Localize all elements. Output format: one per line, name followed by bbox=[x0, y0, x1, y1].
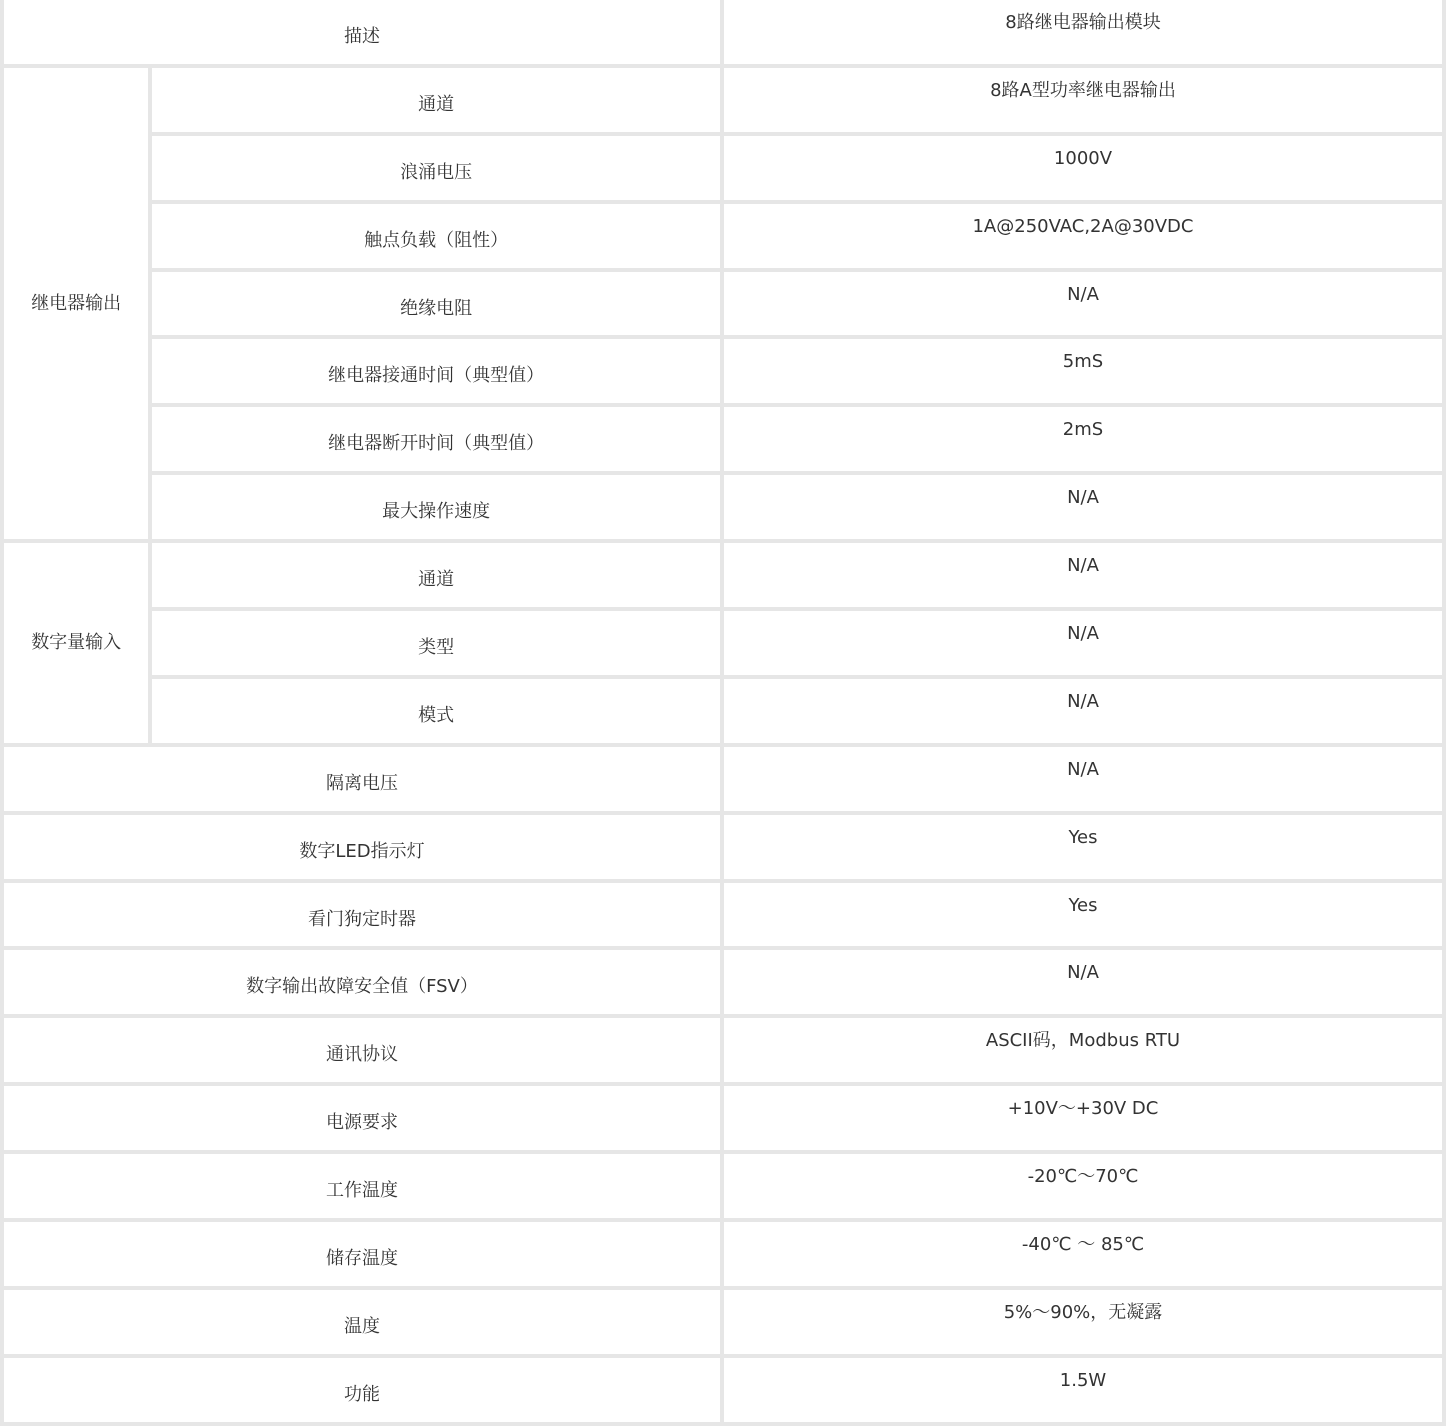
row-label: 看门狗定时器 bbox=[4, 883, 720, 947]
table-row bbox=[4, 883, 1442, 947]
row-value: N/A bbox=[724, 543, 1442, 607]
table-row bbox=[4, 136, 1442, 200]
row-label: 数字LED指示灯 bbox=[4, 815, 720, 879]
row-value: 8路A型功率继电器输出 bbox=[724, 68, 1442, 132]
row-value: N/A bbox=[724, 611, 1442, 675]
row-label: 类型 bbox=[152, 611, 720, 675]
row-value: 1000V bbox=[724, 136, 1442, 200]
row-label: 通道 bbox=[152, 543, 720, 607]
row-label: 继电器接通时间（典型值） bbox=[152, 339, 720, 403]
table-row bbox=[4, 1358, 1442, 1422]
row-label: 功能 bbox=[4, 1358, 720, 1422]
row-label: 绝缘电阻 bbox=[152, 272, 720, 336]
row-value: -40℃ ～ 85℃ bbox=[724, 1222, 1442, 1286]
row-value: 5mS bbox=[724, 339, 1442, 403]
table-row bbox=[4, 747, 1442, 811]
table-row bbox=[4, 950, 1442, 1014]
table-row bbox=[4, 68, 1442, 132]
row-label: 数字输出故障安全值（FSV） bbox=[4, 950, 720, 1014]
row-value: 8路继电器输出模块 bbox=[724, 0, 1442, 64]
row-value: 1.5W bbox=[724, 1358, 1442, 1422]
row-value: +10V～+30V DC bbox=[724, 1086, 1442, 1150]
row-value: 5%～90%，无凝露 bbox=[724, 1290, 1442, 1354]
row-label: 浪涌电压 bbox=[152, 136, 720, 200]
row-value: 2mS bbox=[724, 407, 1442, 471]
row-value: 1A@250VAC,2A@30VDC bbox=[724, 204, 1442, 268]
table-row bbox=[4, 1222, 1442, 1286]
row-value: N/A bbox=[724, 272, 1442, 336]
group-label-digital-input: 数字量输入 bbox=[4, 543, 148, 743]
table-row bbox=[4, 679, 1442, 743]
row-label: 温度 bbox=[4, 1290, 720, 1354]
row-value: N/A bbox=[724, 475, 1442, 539]
table-row bbox=[4, 475, 1442, 539]
row-label: 描述 bbox=[4, 0, 720, 64]
row-label: 继电器断开时间（典型值） bbox=[152, 407, 720, 471]
table-row bbox=[4, 272, 1442, 336]
row-label: 最大操作速度 bbox=[152, 475, 720, 539]
table-row bbox=[4, 407, 1442, 471]
row-value: N/A bbox=[724, 950, 1442, 1014]
row-label: 模式 bbox=[152, 679, 720, 743]
row-label: 通讯协议 bbox=[4, 1018, 720, 1082]
row-value: ASCII码，Modbus RTU bbox=[724, 1018, 1442, 1082]
row-value: N/A bbox=[724, 679, 1442, 743]
table-row bbox=[4, 204, 1442, 268]
table-row bbox=[4, 543, 1442, 607]
row-value: Yes bbox=[724, 815, 1442, 879]
row-value: -20℃～70℃ bbox=[724, 1154, 1442, 1218]
row-label: 储存温度 bbox=[4, 1222, 720, 1286]
group-label-relay-output: 继电器输出 bbox=[4, 68, 148, 539]
row-label: 通道 bbox=[152, 68, 720, 132]
row-value: Yes bbox=[724, 883, 1442, 947]
table-row bbox=[4, 815, 1442, 879]
row-label: 电源要求 bbox=[4, 1086, 720, 1150]
table-row bbox=[4, 1154, 1442, 1218]
row-label: 触点负载（阻性） bbox=[152, 204, 720, 268]
table-row bbox=[4, 1086, 1442, 1150]
table-row bbox=[4, 339, 1442, 403]
row-value: N/A bbox=[724, 747, 1442, 811]
table-row bbox=[4, 1018, 1442, 1082]
table-row bbox=[4, 0, 1442, 64]
row-label: 隔离电压 bbox=[4, 747, 720, 811]
table-row bbox=[4, 1290, 1442, 1354]
row-label: 工作温度 bbox=[4, 1154, 720, 1218]
table-row bbox=[4, 611, 1442, 675]
